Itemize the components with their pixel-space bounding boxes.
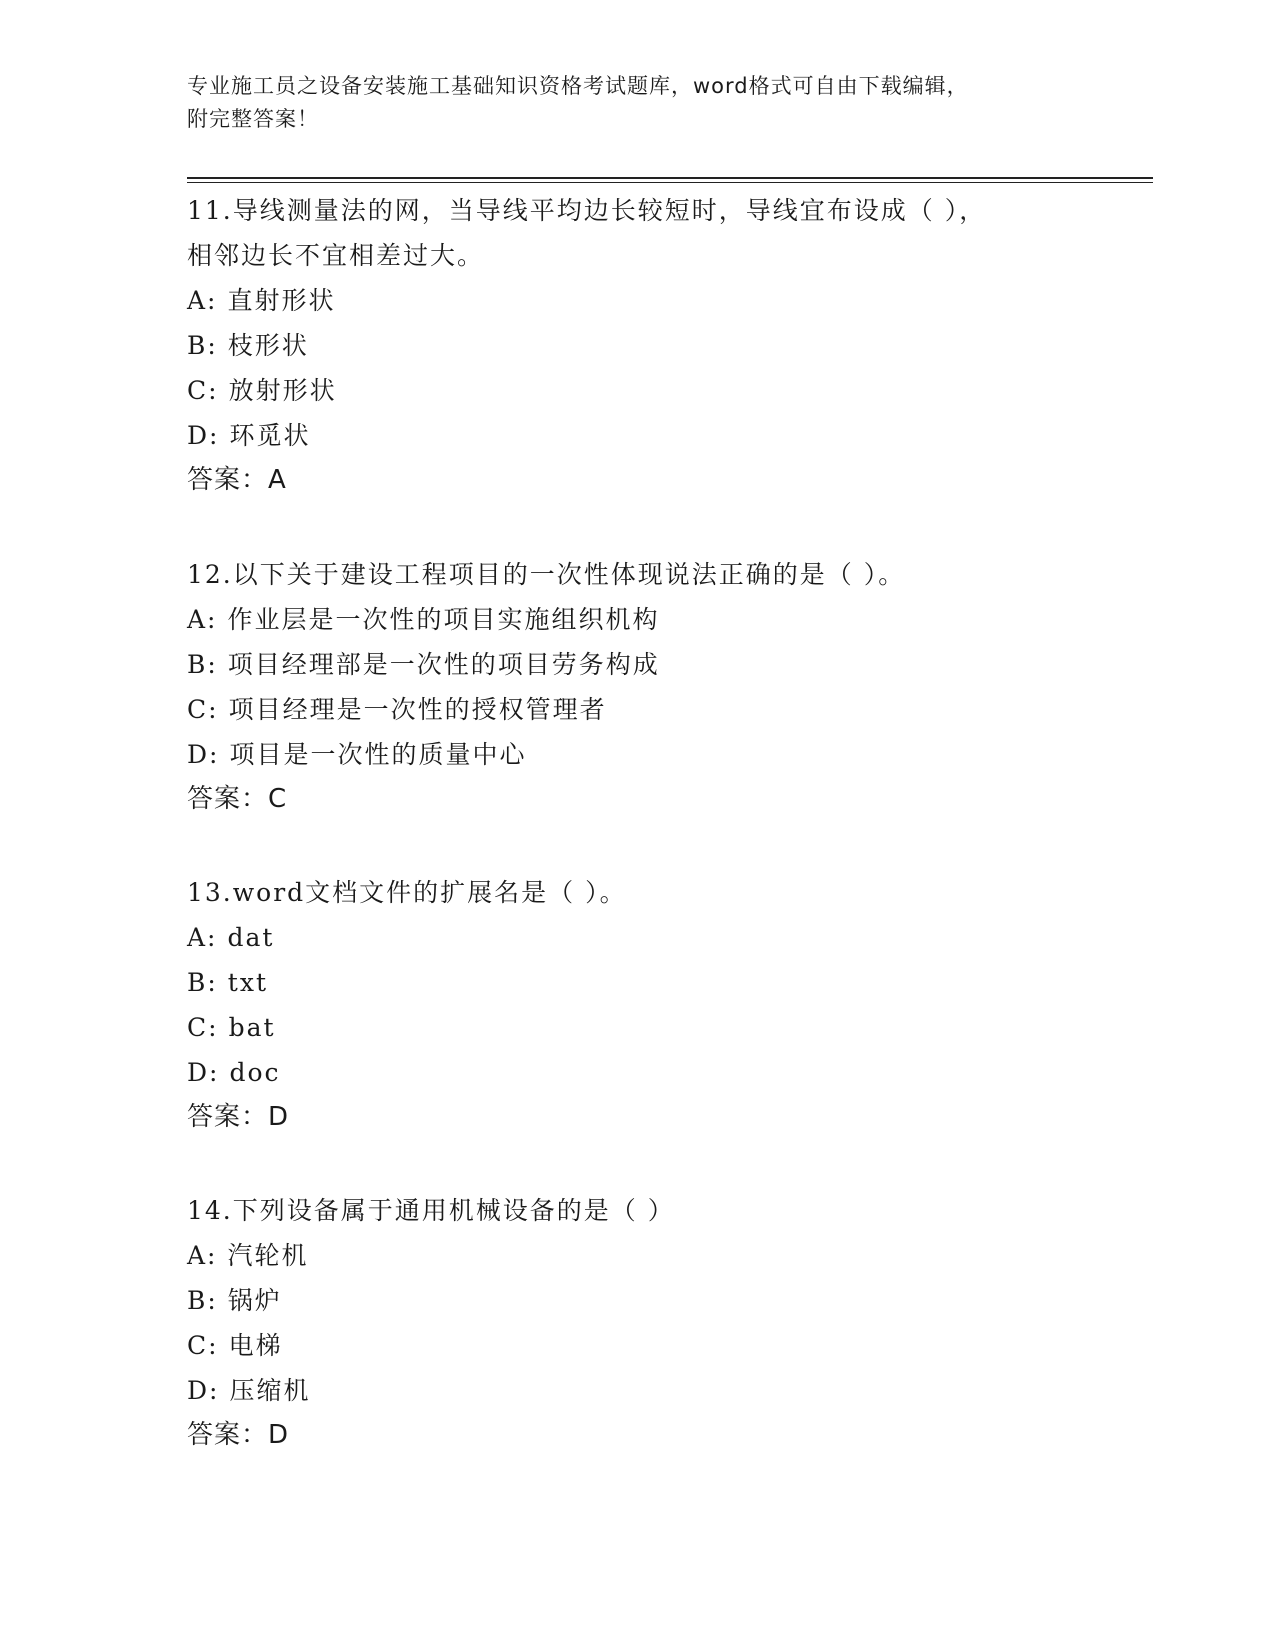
option-text: 项目经理部是一次性的项目劳务构成: [227, 650, 660, 679]
option-letter: C:: [187, 376, 219, 405]
option-letter: A:: [187, 923, 218, 952]
option-letter: D:: [187, 421, 220, 450]
option-text: 锅炉: [227, 1286, 282, 1315]
option-letter: C:: [187, 1331, 219, 1360]
question-stem-line-1: 14.下列设备属于通用机械设备的是（ ）: [187, 1196, 675, 1225]
option-a: [187, 915, 1067, 960]
option-a: [187, 597, 1067, 642]
option-text: doc: [229, 1058, 281, 1087]
question-stem: [187, 188, 1067, 278]
option-letter: D:: [187, 740, 220, 769]
option-letter: B:: [187, 650, 218, 679]
option-c: [187, 1323, 1067, 1368]
option-letter: D:: [187, 1058, 220, 1087]
option-letter: B:: [187, 968, 218, 997]
option-text: 枝形状: [227, 331, 309, 360]
option-letter: B:: [187, 1286, 218, 1315]
option-letter: A:: [187, 1241, 218, 1270]
option-text: 电梯: [228, 1331, 283, 1360]
option-d: [187, 732, 1067, 777]
option-c: [187, 687, 1067, 732]
answer-line: 答案：D: [187, 1420, 290, 1450]
question-13: [187, 870, 1067, 1140]
option-text: 压缩机: [229, 1376, 311, 1405]
question-12: [187, 552, 1067, 822]
option-a: [187, 1233, 1067, 1278]
option-c: [187, 368, 1067, 413]
option-b: [187, 642, 1067, 687]
header-line-2: 附完整答案！: [187, 107, 319, 131]
option-text: 作业层是一次性的项目实施组织机构: [227, 605, 660, 634]
option-text: bat: [228, 1013, 276, 1042]
header-divider-thin: [187, 182, 1153, 183]
option-d: [187, 413, 1067, 458]
question-stem: [187, 870, 1067, 915]
option-text: dat: [227, 923, 275, 952]
question-stem-line-1: 12.以下关于建设工程项目的一次性体现说法正确的是（ ）。: [187, 560, 906, 589]
option-text: 放射形状: [228, 376, 337, 405]
option-letter: A:: [187, 286, 218, 315]
option-letter: C:: [187, 1013, 219, 1042]
option-a: [187, 278, 1067, 323]
question-stem: [187, 1188, 1067, 1233]
question-stem-line-1: 13.word文档文件的扩展名是（ ）。: [187, 878, 627, 907]
option-b: [187, 960, 1067, 1005]
option-text: 汽轮机: [227, 1241, 309, 1270]
document-header: [187, 70, 1067, 136]
option-letter: A:: [187, 605, 218, 634]
option-letter: C:: [187, 695, 219, 724]
option-b: [187, 323, 1067, 368]
question-stem-line-1: 11.导线测量法的网，当导线平均边长较短时，导线宜布设成（ ），: [187, 196, 987, 225]
question-11: [187, 188, 1067, 503]
option-letter: B:: [187, 331, 218, 360]
option-text: 环觅状: [229, 421, 311, 450]
header-divider-thick: [187, 177, 1153, 179]
question-14: [187, 1188, 1067, 1458]
option-text: txt: [227, 968, 268, 997]
option-d: [187, 1050, 1067, 1095]
option-letter: D:: [187, 1376, 220, 1405]
question-stem: [187, 552, 1067, 597]
answer-line: 答案：D: [187, 1102, 290, 1132]
option-d: [187, 1368, 1067, 1413]
option-b: [187, 1278, 1067, 1323]
header-line-1: 专业施工员之设备安装施工基础知识资格考试题库，word格式可自由下载编辑，: [187, 74, 969, 98]
option-text: 项目经理是一次性的授权管理者: [228, 695, 607, 724]
answer-line: 答案：A: [187, 465, 287, 495]
option-text: 项目是一次性的质量中心: [229, 740, 527, 769]
answer-line: 答案：C: [187, 784, 288, 814]
option-c: [187, 1005, 1067, 1050]
question-stem-line-2: 相邻边长不宜相差过大。: [187, 241, 485, 270]
option-text: 直射形状: [227, 286, 336, 315]
